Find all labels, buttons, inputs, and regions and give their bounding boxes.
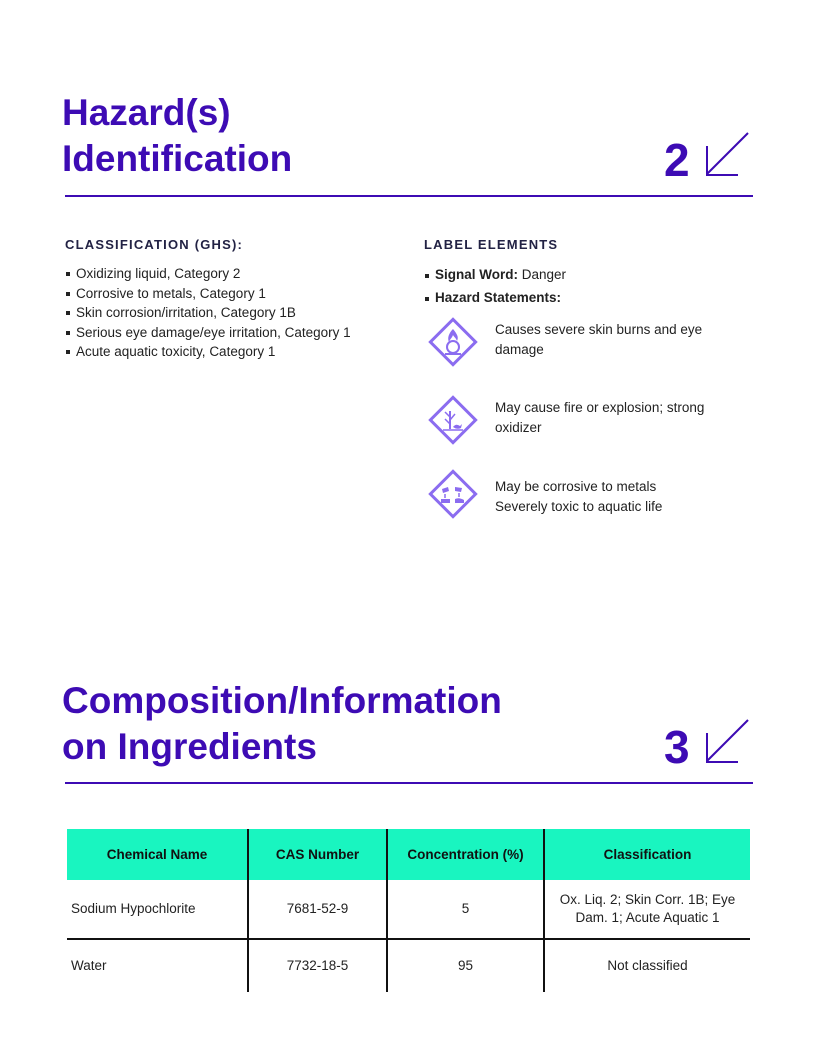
classification-heading: CLASSIFICATION (GHS): bbox=[65, 237, 244, 252]
table-cell: Not classified bbox=[544, 939, 750, 992]
table-row bbox=[67, 880, 750, 939]
section-2-number: 2 bbox=[664, 134, 690, 186]
section-3-title-line-2: on Ingredients bbox=[62, 726, 317, 767]
column-header-chemical-name: Chemical Name bbox=[67, 829, 248, 880]
flame-over-circle-icon bbox=[426, 315, 480, 369]
section-2-title-line-2: Identification bbox=[62, 138, 293, 179]
signal-word-label: Signal Word: bbox=[435, 267, 518, 282]
column-header-classification: Classification bbox=[544, 829, 750, 880]
signal-word-value: Danger bbox=[521, 267, 567, 282]
hazard-statement-1: Causes severe skin burns and eye damage bbox=[495, 322, 703, 357]
section-3-divider bbox=[65, 782, 753, 784]
list-item: Corrosive to metals, Category 1 bbox=[65, 284, 355, 304]
hazard-statement-2: May cause fire or explosion; strong oxidizer bbox=[495, 400, 705, 435]
table-cell: 5 bbox=[387, 880, 544, 939]
section-3-number: 3 bbox=[664, 721, 690, 773]
list-item: Skin corrosion/irritation, Category 1B bbox=[65, 303, 355, 323]
arrow-down-left-icon bbox=[702, 130, 752, 180]
section-3-title-line-1: Composition/Information bbox=[62, 680, 502, 721]
signal-word bbox=[424, 267, 566, 282]
column-header-concentration: Concentration (%) bbox=[387, 829, 544, 880]
list-item: Acute aquatic toxicity, Category 1 bbox=[65, 342, 355, 362]
section-3-title bbox=[62, 678, 502, 770]
list-item: Oxidizing liquid, Category 2 bbox=[65, 264, 355, 284]
table-cell: 7681-52-9 bbox=[248, 880, 387, 939]
table-cell: 7732-18-5 bbox=[248, 939, 387, 992]
table-cell: Sodium Hypochlorite bbox=[67, 880, 248, 939]
section-2-divider bbox=[65, 195, 753, 197]
label-elements-heading: LABEL ELEMENTS bbox=[424, 237, 559, 252]
ingredients-table bbox=[67, 829, 750, 992]
arrow-down-left-icon bbox=[702, 717, 752, 767]
list-item: Serious eye damage/eye irritation, Category 1 bbox=[65, 323, 355, 343]
hazard-statements-label-text: Hazard Statements: bbox=[435, 290, 562, 305]
environment-icon bbox=[426, 393, 480, 447]
table-cell: Ox. Liq. 2; Skin Corr. 1B; Eye Dam. 1; Acute Aquatic 1 bbox=[544, 880, 750, 939]
table-cell: Water bbox=[71, 958, 107, 973]
hazard-statements-label bbox=[424, 290, 561, 305]
hazard-statement-3: May be corrosive to metals Severely toxic to aquatic life bbox=[495, 479, 663, 514]
table-cell: 95 bbox=[387, 939, 544, 992]
table-row bbox=[67, 939, 750, 992]
classification-list bbox=[65, 264, 355, 362]
section-2-title bbox=[62, 90, 292, 182]
table-header-row bbox=[67, 829, 750, 880]
corrosion-icon bbox=[426, 467, 480, 521]
column-header-cas-number: CAS Number bbox=[248, 829, 387, 880]
section-2-title-line-1: Hazard(s) bbox=[62, 92, 231, 133]
